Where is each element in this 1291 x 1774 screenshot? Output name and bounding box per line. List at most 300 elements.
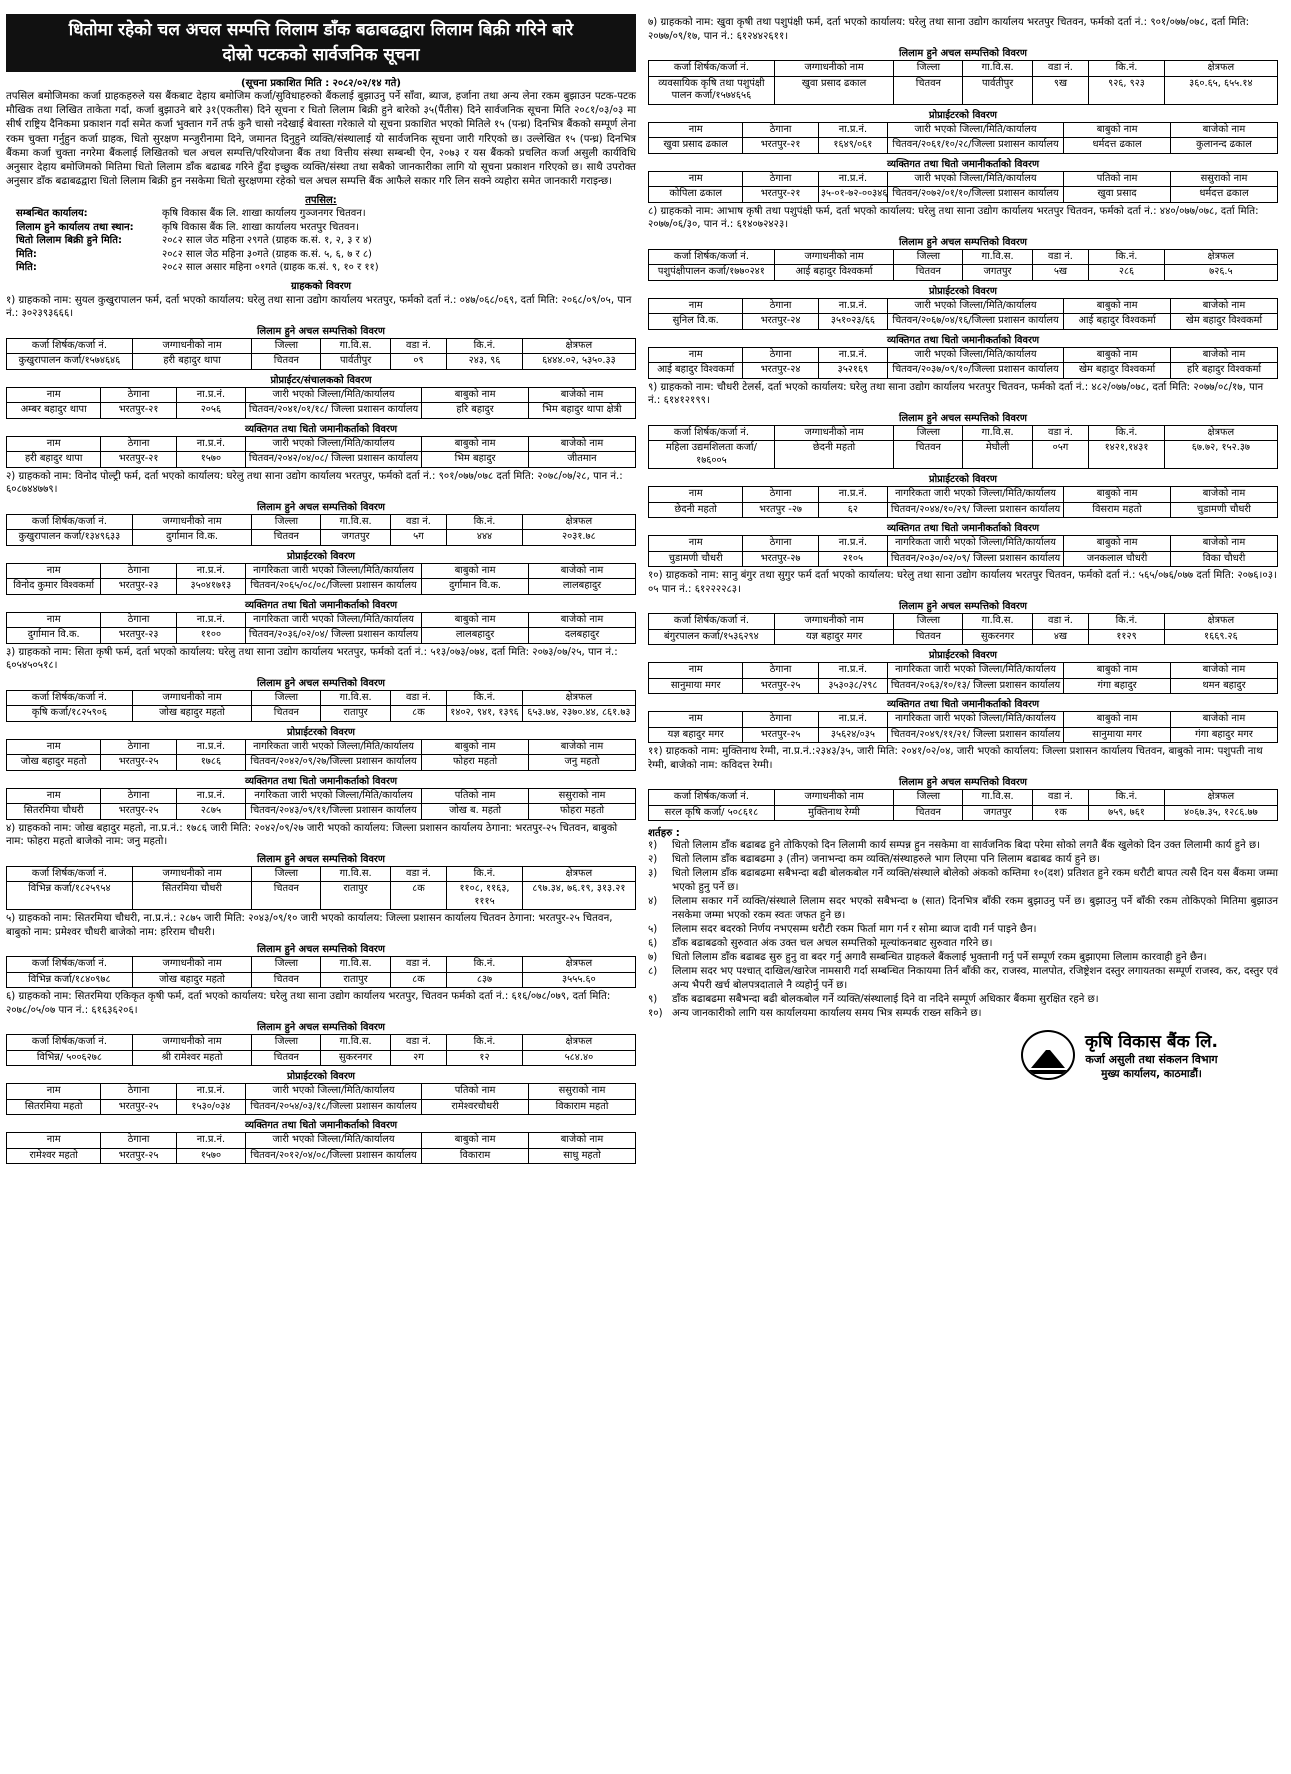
table-cell: ४ख bbox=[1032, 629, 1089, 645]
table-header-row bbox=[7, 338, 636, 354]
table-cell: भरतपुर-२७ bbox=[743, 551, 818, 567]
term-item bbox=[648, 951, 1278, 965]
table-cell: ८क bbox=[390, 972, 447, 988]
column-header: जग्गाधनीको नाम bbox=[132, 690, 252, 706]
column-header: नाम bbox=[649, 663, 743, 679]
column-header: क्षेत्रफल bbox=[522, 957, 635, 973]
notice-title-line2: दोस्रो पटकको सार्वजनिक सूचना bbox=[222, 45, 420, 65]
column-header: नाम bbox=[649, 487, 743, 503]
guarantor-table bbox=[6, 788, 636, 820]
column-header: ठेगाना bbox=[743, 171, 818, 187]
column-header: वडा नं. bbox=[1032, 249, 1089, 265]
table-cell: भिम बहादुर bbox=[422, 452, 529, 468]
table-cell: २ग bbox=[390, 1050, 447, 1066]
term-text: धितो लिलाम डाँक बढाबढ हुने तोकिएको दिन लिलामी कार्य सम्पन्न हुन नसकेमा वा सार्वजनिक बिदा परेमा सोको लगतै बैंक खुलेको दिन उक्त लिलामी कार्य हुने छ। bbox=[672, 840, 1260, 851]
column-header: वडा नं. bbox=[390, 690, 447, 706]
table-cell: जोख बहादुर महतो bbox=[132, 706, 252, 722]
column-header: ना.प्र.नं. bbox=[176, 1133, 245, 1149]
column-header: जिल्ला bbox=[894, 614, 963, 630]
column-header: कर्जा शिर्षक/कर्जा नं. bbox=[649, 61, 775, 77]
table-cell: सितरमिया चौधरी bbox=[7, 804, 101, 820]
column-header: नाम bbox=[649, 347, 743, 363]
table-cell: विकाराम महतो bbox=[529, 1099, 636, 1115]
term-item bbox=[648, 965, 1278, 993]
table-row bbox=[649, 187, 1278, 203]
column-header: ठेगाना bbox=[743, 122, 818, 138]
column-header: ना.प्र.नं. bbox=[176, 387, 245, 403]
term-number: १०) bbox=[648, 1008, 663, 1019]
column-header: जग्गाधनीको नाम bbox=[774, 61, 894, 77]
term-item bbox=[648, 923, 1278, 937]
asset-table-title: लिलाम हुने अचल सम्पत्तिको विवरण bbox=[898, 412, 1028, 424]
column-header: बाजेको नाम bbox=[1171, 712, 1278, 728]
customer-line: १०) ग्राहकको नाम: सानु बंगुर तथा सुगुर फर्म दर्ता भएको कार्यालय: घरेलु तथा साना उद्योग कार्यालय भरतपुर चितवन, फर्मको दर्ता नं.: ५६५/०७६/०७७ दर्ता मिति: २०७६।०३।०५ पान नं.: ६१२२२२८३। bbox=[648, 570, 1277, 595]
column-header: बाजेको नाम bbox=[529, 1133, 636, 1149]
asset-table-title: लिलाम हुने अचल सम्पत्तिको विवरण bbox=[256, 1022, 386, 1034]
info-key: सम्बन्धित कार्यालय: bbox=[16, 208, 88, 220]
table-row bbox=[7, 1148, 636, 1164]
table-cell: बंगुरपालन कर्जा/१५३६२९४ bbox=[649, 629, 775, 645]
table-cell: कुखुरापालन कर्जा/१५७४६४६ bbox=[7, 354, 133, 370]
customer-line: ५) ग्राहकको नाम: सितरमिया चौधरी, ना.प्र.नं.: २८७५ जारी मिति: २०४३/०९/१० जारी भएको कार्यालय: जिल्ला प्रशासन कार्यालय चितवन ठेगाना: भरतपुर-२५ चितवन, बाबुको नाम: प्रमेश्वर चौधरी बाजेको नाम: हरिराम चौधरी। bbox=[6, 913, 613, 938]
proprietor-table bbox=[648, 122, 1278, 154]
bank-name: कृषि विकास बैंक लि. bbox=[1085, 1032, 1218, 1052]
table-row bbox=[649, 502, 1278, 518]
column-header: बाबुको नाम bbox=[422, 436, 529, 452]
table-cell: भरतपुर-२५ bbox=[743, 727, 818, 743]
column-header: ना.प्र.नं. bbox=[176, 739, 245, 755]
table-cell: सुनिल वि.क. bbox=[649, 314, 743, 330]
column-header: नाम bbox=[7, 612, 101, 628]
table-cell: जनकलाल चौधरी bbox=[1064, 551, 1171, 567]
proprietor-table-title: प्रोप्राईटरको विवरण bbox=[929, 474, 997, 485]
table-cell: २१०५ bbox=[818, 551, 887, 567]
table-cell: महिला उद्यमशिलता कर्जा/१७६००५ bbox=[649, 441, 775, 469]
column-header: नागरिकता जारी भएको जिल्ला/मिति/कार्यालय bbox=[888, 663, 1064, 679]
customer-line: ३) ग्राहकको नाम: सिता कृषी फर्म, दर्ता भएको कार्यालय: घरेलु तथा साना उद्योग कार्यालय भरतपुर, फर्मको दर्ता नं.: ५१३/०७३/०७४, दर्ता मिति: २०७३/०७/२५, पान नं.: ६०५४५०५१८। bbox=[6, 646, 618, 672]
table-cell: ८क bbox=[390, 882, 447, 910]
column-header: बाजेको नाम bbox=[1171, 487, 1278, 503]
table-cell: आई बहादुर विश्वकर्मा bbox=[1064, 314, 1171, 330]
column-header: जिल्ला bbox=[894, 61, 963, 77]
column-header: कि.नं. bbox=[447, 957, 522, 973]
table-cell: चितवन/२०६३/१०/१३/ जिल्ला प्रशासन कार्यालय bbox=[888, 678, 1064, 694]
table-cell: भरतपुर-२४ bbox=[743, 363, 818, 379]
column-header: ठेगाना bbox=[743, 347, 818, 363]
proprietor-table-title: प्रोप्राईटरको विवरण bbox=[929, 109, 997, 121]
table-header-row bbox=[649, 171, 1278, 187]
table-cell: चितवन bbox=[894, 76, 963, 104]
table-cell: ३५१०२३/६६ bbox=[818, 314, 887, 330]
table-header-row bbox=[649, 536, 1278, 552]
column-header: जिल्ला bbox=[252, 957, 321, 973]
table-header-row bbox=[7, 563, 636, 579]
column-header: जग्गाधनीको नाम bbox=[774, 249, 894, 265]
column-header: ना.प्र.नं. bbox=[176, 1084, 245, 1100]
table-cell: कोपिला ढकाल bbox=[649, 187, 743, 203]
column-header: नागरिकता जारी भएको जिल्ला/मिति/कार्यालय bbox=[246, 563, 422, 579]
table-cell: खुवा प्रसाद bbox=[1064, 187, 1171, 203]
column-header: नाम bbox=[649, 712, 743, 728]
term-item bbox=[648, 993, 1278, 1007]
proprietor-table bbox=[648, 298, 1278, 330]
table-cell: चितवन/२०६५/०८/०८/जिल्ला प्रशासन कार्यालय bbox=[246, 579, 422, 595]
column-header: क्षेत्रफल bbox=[522, 1035, 635, 1051]
table-cell: पशुपंक्षीपालन कर्जा/१७७०२४१ bbox=[649, 265, 775, 281]
column-header: बाबुको नाम bbox=[422, 739, 529, 755]
table-cell: हरि बहादुर bbox=[422, 403, 529, 419]
info-key: धितो लिलाम बिक्री हुने मिति: bbox=[16, 235, 122, 247]
table-cell: १क bbox=[1032, 805, 1089, 821]
column-header: ससुराको नाम bbox=[529, 788, 636, 804]
term-number: १) bbox=[648, 840, 658, 851]
info-key: लिलाम हुने कार्यालय तथा स्थान: bbox=[16, 221, 134, 233]
table-cell: धर्मदत्त ढकाल bbox=[1064, 138, 1171, 154]
table-cell: ०९ bbox=[390, 354, 447, 370]
asset-table bbox=[6, 1034, 636, 1066]
table-cell: जोख बहादुर महतो bbox=[132, 972, 252, 988]
column-header: क्षेत्रफल bbox=[522, 338, 635, 354]
table-cell: कुखुरापालन कर्जा/१३४९६३३ bbox=[7, 530, 133, 546]
table-cell: भरतपुर -२७ bbox=[743, 502, 818, 518]
table-cell: चितवन/२०३०/०२/०९/ जिल्ला प्रशासन कार्यालय bbox=[888, 551, 1064, 567]
table-cell: हरी बहादुर थापा bbox=[132, 354, 252, 370]
table-cell: खेम बहादुर विश्वकर्मा bbox=[1064, 363, 1171, 379]
table-cell: १६४९/०६१ bbox=[818, 138, 887, 154]
table-cell: लालबहादुर bbox=[422, 628, 529, 644]
column-header: ससुराको नाम bbox=[529, 1084, 636, 1100]
table-cell: ३५३०३८/२९८ bbox=[818, 678, 887, 694]
guarantor-table bbox=[648, 711, 1278, 743]
table-cell: चितवन/२०४९/११/२१/ जिल्ला प्रशासन कार्यालय bbox=[888, 727, 1064, 743]
column-header: जारी भएको जिल्ला/मिति/कार्यालय bbox=[888, 171, 1064, 187]
column-header: बाजेको नाम bbox=[529, 436, 636, 452]
term-text: धितो लिलाम डाँक बढाबढ सुरु हुनु वा बदर गर्नु अगावै सम्बन्धित ग्राहकले बैंकलाई भुक्तानी गर्नु पर्ने सम्पूर्ण रकम बुझाएमा लिलाम कारवाही हुने छैन। bbox=[672, 952, 1207, 963]
column-header: पतिको नाम bbox=[422, 1084, 529, 1100]
grahak-title: ग्राहकको विवरण bbox=[290, 280, 351, 292]
table-cell: खुवा प्रसाद ढकाल bbox=[649, 138, 743, 154]
column-header: गा.वि.स. bbox=[321, 690, 390, 706]
auction-info bbox=[6, 207, 636, 275]
column-header: ना.प्र.नं. bbox=[818, 663, 887, 679]
asset-table bbox=[648, 789, 1278, 821]
table-row bbox=[7, 354, 636, 370]
table-cell: चितवन/२०४२/०४/०८/ जिल्ला प्रशासन कार्यालय bbox=[246, 452, 422, 468]
column-header: नाम bbox=[649, 122, 743, 138]
signature-block bbox=[648, 1029, 1278, 1081]
guarantor-table-title: व्यक्तिगत तथा धितो जमानीकर्ताको विवरण bbox=[244, 775, 398, 787]
column-header: क्षेत्रफल bbox=[1164, 249, 1277, 265]
table-cell: चितवन/२०१२/०४/०८/जिल्ला प्रशासन कार्यालय bbox=[246, 1148, 422, 1164]
table-cell: भरतपुर-२५ bbox=[743, 678, 818, 694]
column-header: कर्जा शिर्षक/कर्जा नं. bbox=[7, 338, 133, 354]
department-name: कर्जा असुली तथा संकलन विभाग bbox=[1085, 1053, 1218, 1066]
asset-table-title: लिलाम हुने अचल सम्पत्तिको विवरण bbox=[898, 777, 1028, 788]
column-header: ना.प्र.नं. bbox=[818, 712, 887, 728]
asset-table bbox=[6, 956, 636, 988]
table-row bbox=[649, 314, 1278, 330]
customers-left bbox=[6, 294, 636, 1165]
column-header: जिल्ला bbox=[252, 338, 321, 354]
table-cell: छेदनी महतो bbox=[649, 502, 743, 518]
table-cell: चितवन bbox=[894, 805, 963, 821]
table-cell: जीतमान bbox=[529, 452, 636, 468]
term-text: लिलाम सदर बदरको निर्णय नभएसम्म धरौटी रकम फिर्ता माग गर्न र सोमा ब्याज दावी गर्न पाइने छैन। bbox=[672, 924, 1037, 935]
left-column bbox=[6, 14, 636, 1164]
column-header: कर्जा शिर्षक/कर्जा नं. bbox=[7, 957, 133, 973]
table-cell: श्री रामेश्वर महतो bbox=[132, 1050, 252, 1066]
table-cell: सानुमाया मगर bbox=[649, 678, 743, 694]
column-header: क्षेत्रफल bbox=[1164, 790, 1277, 806]
column-header: गा.वि.स. bbox=[321, 957, 390, 973]
term-number: ९) bbox=[648, 994, 658, 1005]
column-header: कर्जा शिर्षक/कर्जा नं. bbox=[649, 249, 775, 265]
table-cell: सितरमिया चौधरी bbox=[132, 882, 252, 910]
column-header: नागरिकता जारी भएको जिल्ला/मिति/कार्यालय bbox=[888, 536, 1064, 552]
column-header: नाम bbox=[7, 387, 101, 403]
office-name: मुख्य कार्यालय, काठमाडौं। bbox=[1101, 1068, 1202, 1080]
column-header: कर्जा शिर्षक/कर्जा नं. bbox=[649, 790, 775, 806]
column-header: ठेगाना bbox=[101, 436, 176, 452]
column-header: नागरिकता जारी भएको जिल्ला/मिति/कार्यालय bbox=[888, 712, 1064, 728]
table-cell: धर्मदत्त ढकाल bbox=[1171, 187, 1278, 203]
table-cell: चितवन bbox=[252, 530, 321, 546]
table-cell: १५३०/०३४ bbox=[176, 1099, 245, 1115]
table-cell: फोहरा महतो bbox=[529, 804, 636, 820]
table-header-row bbox=[7, 1133, 636, 1149]
column-header: जिल्ला bbox=[894, 249, 963, 265]
column-header: जारी भएको जिल्ला/मिति/कार्यालय bbox=[246, 436, 422, 452]
table-header-row bbox=[649, 249, 1278, 265]
table-cell: भरतपुर-२५ bbox=[101, 755, 176, 771]
info-value: २०८२ साल जेठ महिना २९गते (ग्राहक क.सं. १, २, ३ र ४) bbox=[162, 235, 372, 247]
info-key: मिति: bbox=[16, 262, 37, 274]
table-row bbox=[7, 452, 636, 468]
guarantor-table-title: व्यक्तिगत तथा धितो जमानीकर्ताको विवरण bbox=[886, 699, 1040, 710]
table-cell: गंगा बहादुर bbox=[1064, 678, 1171, 694]
table-cell: यज्ञ बहादुर मगर bbox=[649, 727, 743, 743]
table-header-row bbox=[7, 739, 636, 755]
table-cell: १४०२, ९४१, १३९६ bbox=[447, 706, 522, 722]
term-text: डाँक बढाबढको सुरुवात अंक उक्त चल अचल सम्पत्तिको मूल्यांकनबाट सुरुवात गरिने छ। bbox=[672, 938, 993, 949]
table-cell: विकाराम bbox=[422, 1148, 529, 1164]
asset-table bbox=[648, 425, 1278, 470]
column-header: ना.प्र.नं. bbox=[176, 612, 245, 628]
table-header-row bbox=[7, 1035, 636, 1051]
term-number: ६) bbox=[648, 938, 658, 949]
table-header-row bbox=[649, 61, 1278, 77]
term-item bbox=[648, 895, 1278, 923]
info-key: मिति: bbox=[16, 248, 37, 260]
column-header: गा.वि.स. bbox=[963, 249, 1032, 265]
table-cell: चितवन bbox=[252, 706, 321, 722]
column-header: ना.प्र.नं. bbox=[818, 536, 887, 552]
table-cell: १७८६ bbox=[176, 755, 245, 771]
table-row bbox=[649, 363, 1278, 379]
table-header-row bbox=[649, 347, 1278, 363]
term-item bbox=[648, 853, 1278, 867]
table-cell: चितवन/२०६७/०४/१६/जिल्ला प्रशासन कार्यालय bbox=[888, 314, 1064, 330]
table-cell: पार्वतीपुर bbox=[321, 354, 390, 370]
column-header: ना.प्र.नं. bbox=[818, 487, 887, 503]
column-header: वडा नं. bbox=[390, 957, 447, 973]
column-header: वडा नं. bbox=[390, 866, 447, 882]
table-cell: ५८४.४० bbox=[522, 1050, 635, 1066]
column-header: वडा नं. bbox=[1032, 425, 1089, 441]
table-cell: रातापुर bbox=[321, 882, 390, 910]
term-number: २) bbox=[648, 854, 658, 865]
column-header: कर्जा शिर्षक/कर्जा नं. bbox=[7, 514, 133, 530]
table-cell: ६४४४.०२, ५३५०.३३ bbox=[522, 354, 635, 370]
column-header: जग्गाधनीको नाम bbox=[132, 514, 252, 530]
column-header: ठेगाना bbox=[743, 487, 818, 503]
table-cell: २०५६ bbox=[176, 403, 245, 419]
term-text: अन्य जानकारीको लागि यस कार्यालयमा कार्यालय समय भित्र सम्पर्क राख्न सकिने छ। bbox=[672, 1008, 982, 1019]
table-cell: ११०० bbox=[176, 628, 245, 644]
table-cell: हरि बहादुर विश्वकर्मा bbox=[1171, 363, 1278, 379]
table-cell: भरतपुर-२३ bbox=[101, 628, 176, 644]
table-cell: सरल कृषि कर्जा/ ५०८६१८ bbox=[649, 805, 775, 821]
column-header: नागरिकता जारी भएको जिल्ला/मिति/कार्यालय bbox=[888, 487, 1064, 503]
column-header: ना.प्र.नं. bbox=[176, 563, 245, 579]
column-header: वडा नं. bbox=[1032, 614, 1089, 630]
table-row bbox=[649, 265, 1278, 281]
table-cell: अम्बर बहादुर थापा bbox=[7, 403, 101, 419]
column-header: जग्गाधनीको नाम bbox=[774, 614, 894, 630]
table-cell: ८क bbox=[390, 706, 447, 722]
table-cell: चितवन/२०४३/०९/११/जिल्ला प्रशासन कार्यालय bbox=[246, 804, 422, 820]
notice-header bbox=[6, 14, 636, 72]
table-cell: भरतपुर-२४ bbox=[743, 314, 818, 330]
asset-table bbox=[648, 613, 1278, 645]
table-row bbox=[7, 804, 636, 820]
table-header-row bbox=[649, 712, 1278, 728]
table-cell: रामेश्वर महतो bbox=[7, 1148, 101, 1164]
column-header: कर्जा शिर्षक/कर्जा नं. bbox=[7, 690, 133, 706]
asset-table-title: लिलाम हुने अचल सम्पत्तिको विवरण bbox=[898, 48, 1028, 59]
guarantor-table-title: व्यक्तिगत तथा धितो जमानीकर्ताको विवरण bbox=[886, 158, 1040, 170]
table-cell: ९ख bbox=[1032, 76, 1089, 104]
column-header: नाम bbox=[7, 436, 101, 452]
table-cell: रामेश्वरचौधरी bbox=[422, 1099, 529, 1115]
proprietor-table bbox=[6, 563, 636, 595]
table-cell: चितवन/२०४२/०९/२७/जिल्ला प्रशासन कार्यालय bbox=[246, 755, 422, 771]
table-cell: ११०८, ११६३, १११५ bbox=[447, 882, 522, 910]
table-cell: भरतपुर-२५ bbox=[101, 804, 176, 820]
table-header-row bbox=[649, 298, 1278, 314]
table-cell: चुडामणी चौधरी bbox=[1171, 502, 1278, 518]
table-cell: लालबहादुर bbox=[529, 579, 636, 595]
table-cell: रातापुर bbox=[321, 972, 390, 988]
column-header: बाबुको नाम bbox=[422, 563, 529, 579]
column-header: जिल्ला bbox=[252, 866, 321, 882]
column-header: कि.नं. bbox=[1089, 790, 1164, 806]
table-cell: ४४४ bbox=[447, 530, 522, 546]
customer-line: ६) ग्राहकको नाम: सितरमिया एकिकृत कृषी फर्म, दर्ता भएको कार्यालय: घरेलु तथा साना उद्योग कार्यालय भरतपुर, चितवन फर्मको दर्ता नं.: ६१६/०७८/०७९, दर्ता मिति: २०७८/०५/०७ पान नं.: ६१६३६२०६। bbox=[6, 991, 611, 1016]
table-row bbox=[7, 628, 636, 644]
column-header: गा.वि.स. bbox=[963, 425, 1032, 441]
column-header: कर्जा शिर्षक/कर्जा नं. bbox=[649, 425, 775, 441]
table-cell: चितवन bbox=[252, 1050, 321, 1066]
table-cell: ४०६७.३५, १२८६.७७ bbox=[1164, 805, 1277, 821]
table-cell: चितवन/२०४४/१०/२९/ जिल्ला प्रशासन कार्यालय bbox=[888, 502, 1064, 518]
table-cell: दुर्गामान वि.क. bbox=[7, 628, 101, 644]
info-row bbox=[6, 207, 636, 221]
table-cell: भिम बहादुर थापा क्षेत्री bbox=[529, 403, 636, 419]
table-cell: विसराम महतो bbox=[1064, 502, 1171, 518]
table-cell: १४२१,१४३१ bbox=[1089, 441, 1164, 469]
column-header: कि.नं. bbox=[1089, 425, 1164, 441]
guarantor-table bbox=[648, 535, 1278, 567]
table-header-row bbox=[649, 122, 1278, 138]
term-item bbox=[648, 839, 1278, 853]
proprietor-table bbox=[6, 1083, 636, 1115]
asset-table bbox=[648, 249, 1278, 281]
table-cell: व्यवसायिक कृषि तथा पशुपंक्षी पालन कर्जा/१५७४६५६ bbox=[649, 76, 775, 104]
table-row bbox=[649, 678, 1278, 694]
table-row bbox=[7, 579, 636, 595]
proprietor-table bbox=[648, 662, 1278, 694]
table-header-row bbox=[7, 612, 636, 628]
table-cell: पार्वतीपुर bbox=[963, 76, 1032, 104]
table-row bbox=[7, 530, 636, 546]
table-cell: विभिन्न कर्जा/१८४०९७८ bbox=[7, 972, 133, 988]
term-item bbox=[648, 937, 1278, 951]
column-header: क्षेत्रफल bbox=[1164, 425, 1277, 441]
term-text: डाँक बढाबढमा सबैभन्दा बढी बोलकबोल गर्ने व्यक्ति/संस्थालाई दिने वा नदिने सम्पूर्ण अधिकार बैंकमा सुरक्षित रहने छ। bbox=[672, 994, 1099, 1005]
asset-table bbox=[6, 338, 636, 370]
table-cell: १५७० bbox=[176, 452, 245, 468]
customer-line: १) ग्राहकको नाम: सुयल कुखुरापालन फर्म, दर्ता भएको कार्यालय: घरेलु तथा साना उद्योग कार्यालय भरतपुर, फर्मको दर्ता नं.: ०४७/०६८/०६९, दर्ता मिति: २०६८/०९/०५, पान नं.: ३०२३९३६६६। bbox=[6, 294, 632, 320]
table-cell: ३५६२४/०३५ bbox=[818, 727, 887, 743]
column-header: जग्गाधनीको नाम bbox=[132, 866, 252, 882]
column-header: वडा नं. bbox=[390, 1035, 447, 1051]
table-cell: फोहरा महतो bbox=[422, 755, 529, 771]
term-item bbox=[648, 1007, 1278, 1021]
table-cell: भरतपुर-२५ bbox=[101, 1099, 176, 1115]
table-cell: ८९७.३४, ७६.१९, ३१३.२१ bbox=[522, 882, 635, 910]
column-header: नागरिकता जारी भएको जिल्ला/मिति/कार्यालय bbox=[246, 612, 422, 628]
column-header: जग्गाधनीको नाम bbox=[774, 790, 894, 806]
tapsil-title: तपसिल: bbox=[305, 195, 337, 207]
column-header: ठेगाना bbox=[101, 1084, 176, 1100]
table-cell: ८३७ bbox=[447, 972, 522, 988]
column-header: ठेगाना bbox=[101, 1133, 176, 1149]
table-row bbox=[649, 805, 1278, 821]
table-cell: चितवन/२०७२/०१/१०/जिल्ला प्रशासन कार्यालय bbox=[888, 187, 1064, 203]
term-text: लिलाम सकार गर्ने व्यक्ति/संस्थाले लिलाम सदर भएको सबैभन्दा ७ (सात) दिनभित्र बाँकी रकम बुझाउनु पर्ने छ। बुझाउनु पर्ने बाँकी रकम तोकिएको मितिमा बुझाउन नसकेमा जम्मा भएको रकम स्वतः जफत हुने छ। bbox=[672, 896, 1278, 921]
proprietor-table-title: प्रोप्राईटरको विवरण bbox=[287, 726, 355, 738]
table-cell: ६२ bbox=[818, 502, 887, 518]
info-value: २०८२ साल जेठ महिना ३०गते (ग्राहक क.सं. ५, ६, ७ र ८) bbox=[162, 248, 372, 260]
guarantor-table-title: व्यक्तिगत तथा धितो जमानीकर्ताको विवरण bbox=[244, 423, 398, 435]
column-header: ठेगाना bbox=[101, 612, 176, 628]
column-header: गा.वि.स. bbox=[963, 61, 1032, 77]
table-cell: विभिन्न कर्जा/१८२५९५४ bbox=[7, 882, 133, 910]
term-number: ८) bbox=[648, 966, 658, 977]
customer-line: ११) ग्राहकको नाम: मुक्तिनाथ रेग्मी, ना.प्र.नं.:२३४३/३५, जारी मिति: २०४१/०२/०४, जारी भएको कार्यालय: जिल्ला प्रशासन कार्यालय चितवन, बाबुको नाम: पशुपती नाथ रेग्मी, बाजेको नाम: कविदत्त रेग्मी। bbox=[648, 746, 1263, 771]
table-cell: १२ bbox=[447, 1050, 522, 1066]
terms-title: शर्तहरु : bbox=[648, 828, 680, 839]
table-row bbox=[649, 629, 1278, 645]
column-header: क्षेत्रफल bbox=[522, 514, 635, 530]
asset-table-title: लिलाम हुने अचल सम्पत्तिको विवरण bbox=[256, 677, 386, 689]
column-header: नाम bbox=[649, 536, 743, 552]
column-header: बाबुको नाम bbox=[1064, 712, 1171, 728]
term-item bbox=[648, 867, 1278, 895]
proprietor-table bbox=[6, 739, 636, 771]
info-row bbox=[6, 248, 636, 262]
